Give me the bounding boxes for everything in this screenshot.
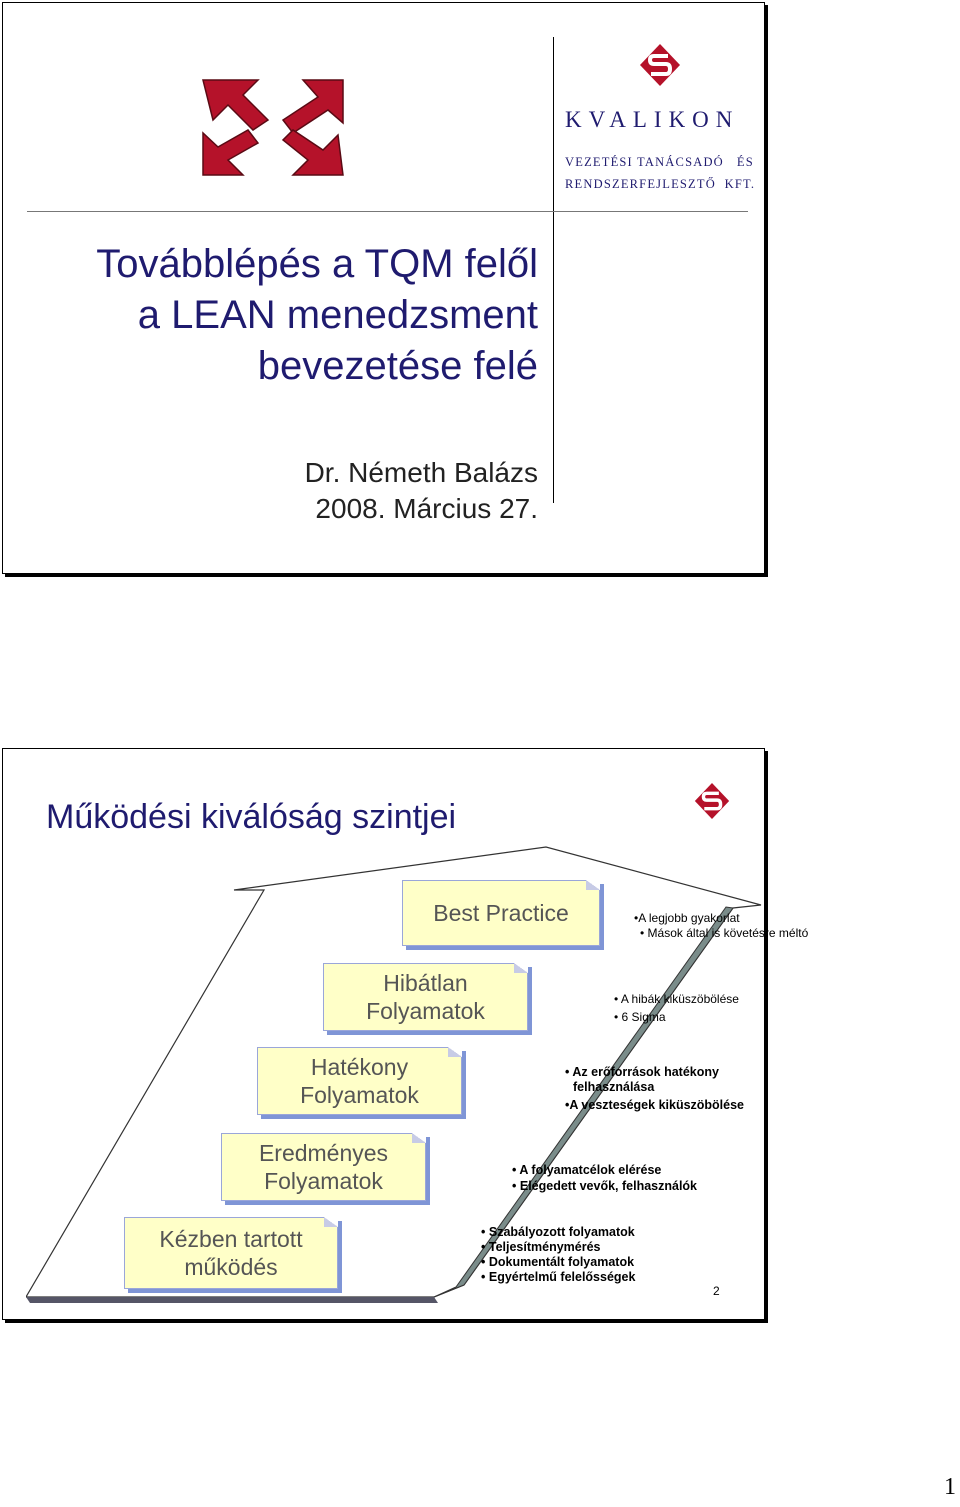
presentation-date: 2008. Március 27. — [315, 493, 538, 524]
level-box-hibatlan: Hibátlan Folyamatok — [323, 963, 528, 1031]
level-box-eredmenyes: Eredményes Folyamatok — [221, 1133, 426, 1201]
converging-arrows-icon — [198, 75, 348, 180]
sheet-page-number: 1 — [944, 1474, 956, 1500]
kvalikon-logo-text: KVALIKON — [565, 107, 740, 132]
bullets-hibatlan: • A hibák kiküszöbölése • 6 Sigma — [614, 992, 739, 1024]
kvalikon-logo-icon — [639, 43, 681, 87]
author-name: Dr. Németh Balázs — [304, 457, 538, 488]
slide-title — [2, 2, 765, 574]
slide-page-number: 2 — [713, 1284, 720, 1298]
level-box-best-practice: Best Practice — [402, 880, 600, 946]
small-logo-icon — [694, 782, 730, 820]
divider-vertical — [553, 37, 554, 503]
divider-horizontal — [27, 211, 748, 212]
level-box-hatekony: Hatékony Folyamatok — [257, 1047, 462, 1115]
kvalikon-subtitle: VEZETÉSI TANÁCSADÓ ÉS RENDSZERFEJLESZTŐ KFT. — [565, 155, 756, 191]
bullets-best-practice: •A legjobb gyakorlat • Mások által is követésre méltó — [634, 911, 809, 940]
bullets-kezben-tartott: • Szabályozott folyamatok • Teljesítménymérés • Dokumentált folyamatok • Egyértelmű felelősségek — [481, 1225, 636, 1284]
author-block — [305, 455, 538, 527]
presentation-title: Továbblépés a TQM felől a LEAN menedzsment bevezetése felé — [96, 242, 538, 388]
bullets-eredmenyes: • A folyamatcélok elérése • Elégedett vevők, felhasználók — [512, 1163, 698, 1193]
bullets-hatekony: • Az erőforrások hatékony felhasználása •A veszteségek kiküszöbölése — [565, 1065, 745, 1112]
slide-title-text: Működési kiválóság szintjei — [46, 798, 457, 836]
level-box-kezben-tartott: Kézben tartott működés — [124, 1217, 338, 1289]
